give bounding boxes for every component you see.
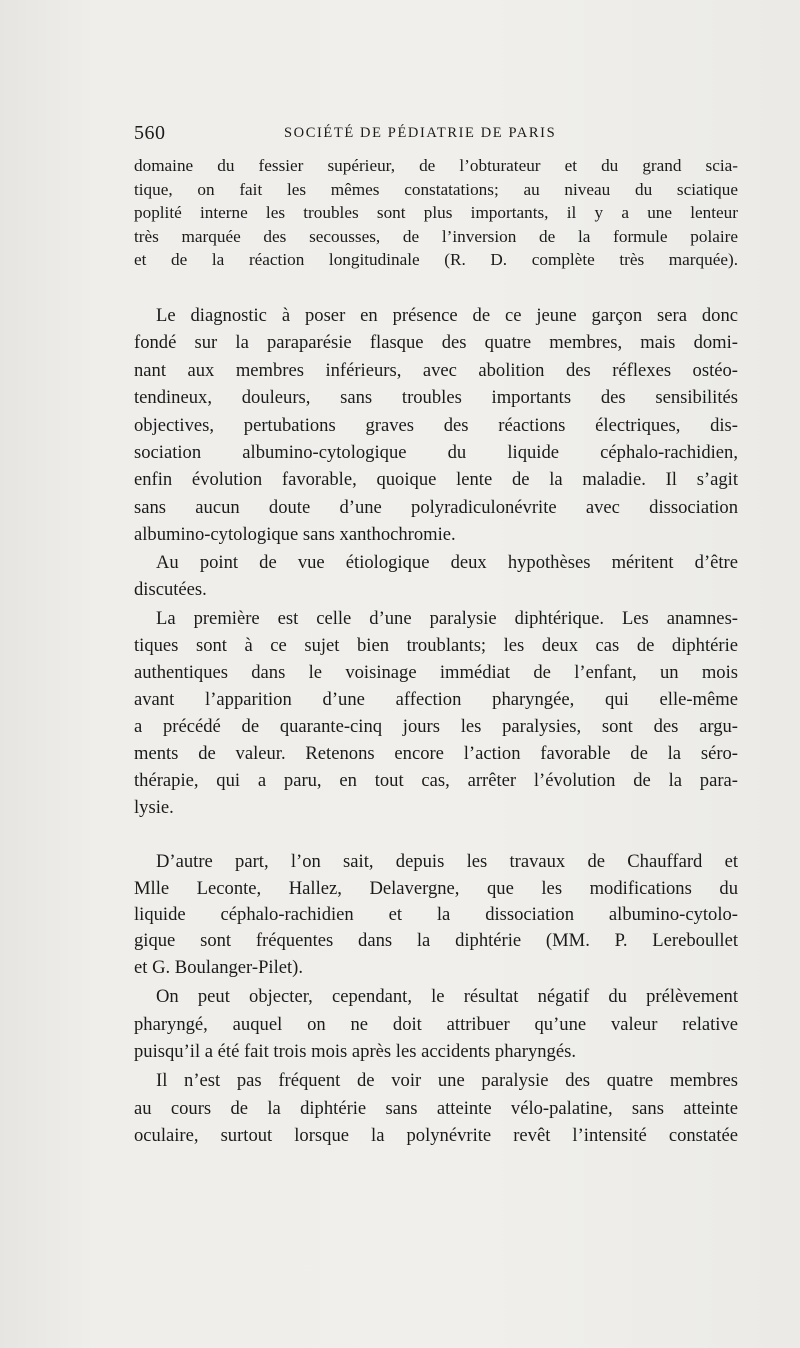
text-line: fondé sur la paraparésie flasque des quatre membres, mais domi-: [134, 332, 738, 354]
text-line: et G. Boulanger-Pilet).: [134, 956, 303, 978]
text-line: authentiques dans le voisinage immédiat de l’enfant, un mois: [134, 662, 738, 684]
text-line: pharyngé, auquel on ne doit attribuer qu’une valeur relative: [134, 1013, 738, 1035]
paragraph: [134, 849, 738, 981]
text-line: discutées.: [134, 578, 207, 600]
paragraph: [134, 154, 738, 272]
paragraph: [134, 302, 738, 549]
text-line: puisqu’il a été fait trois mois après les accidents pharyngés.: [134, 1041, 576, 1062]
page-number: 560: [134, 122, 166, 144]
text-line: On peut objecter, cependant, le résultat négatif du prélèvement: [156, 986, 738, 1008]
text-line: très marquée des secousses, de l’inversion de la formule polaire: [134, 226, 738, 246]
text-line: a précédé de quarante-cinq jours les paralysies, sont des argu-: [134, 716, 738, 738]
text-line: poplité interne les troubles sont plus importants, il y a une lenteur: [134, 203, 738, 223]
text-line: tique, on fait les mêmes constatations; au niveau du sciatique: [134, 179, 738, 199]
text-line: Le diagnostic à poser en présence de ce jeune garçon sera donc: [156, 304, 738, 326]
text-line: tiques sont à ce sujet bien troublants; les deux cas de diphtérie: [134, 635, 738, 657]
text-line: tendineux, douleurs, sans troubles importants des sensibilités: [134, 387, 738, 409]
page-header: [134, 122, 738, 146]
paragraph: [134, 983, 738, 1065]
text-line: gique sont fréquentes dans la diphtérie (MM. P. Lereboullet: [134, 930, 738, 952]
text-line: albumino-cytologique sans xanthochromie.: [134, 524, 456, 546]
paragraph: [134, 550, 738, 603]
text-line: Au point de vue étiologique deux hypothèses méritent d’être: [156, 552, 738, 574]
body-text: [134, 154, 738, 1150]
running-head: SOCIÉTÉ DE PÉDIATRIE DE PARIS: [284, 125, 557, 141]
text-line: sociation albumino-cytologique du liquide céphalo-rachidien,: [134, 441, 738, 463]
text-line: ments de valeur. Retenons encore l’action favorable de la séro-: [134, 743, 738, 765]
paragraph: [134, 1067, 738, 1149]
text-line: lysie.: [134, 797, 174, 819]
text-line: objectives, pertubations graves des réactions électriques, dis-: [134, 414, 738, 436]
text-line: avant l’apparition d’une affection pharyngée, qui elle-même: [134, 689, 738, 711]
text-line: sans aucun doute d’une polyradiculonévrite avec dissociation: [134, 496, 738, 518]
paragraph: [134, 605, 738, 821]
text-line: liquide céphalo-rachidien et la dissociation albumino-cytolo-: [134, 904, 738, 926]
text-line: domaine du fessier supérieur, de l’obturateur et du grand scia-: [134, 156, 738, 175]
text-line: et de la réaction longitudinale (R. D. complète très marquée).: [134, 250, 738, 270]
text-line: oculaire, surtout lorsque la polynévrite revêt l’intensité constatée: [134, 1125, 738, 1147]
text-line: thérapie, qui a paru, en tout cas, arrêter l’évolution de la para-: [134, 770, 738, 792]
text-line: D’autre part, l’on sait, depuis les travaux de Chauffard et: [156, 851, 738, 873]
text-line: Mlle Leconte, Hallez, Delavergne, que les modifications du: [134, 877, 738, 899]
text-line: Il n’est pas fréquent de voir une paralysie des quatre membres: [156, 1070, 738, 1092]
text-line: La première est celle d’une paralysie diphtérique. Les anamnes-: [156, 608, 738, 630]
text-line: au cours de la diphtérie sans atteinte vélo-palatine, sans atteinte: [134, 1097, 738, 1119]
text-line: enfin évolution favorable, quoique lente de la maladie. Il s’agit: [134, 469, 738, 491]
text-line: nant aux membres inférieurs, avec abolition des réflexes ostéo-: [134, 359, 738, 381]
